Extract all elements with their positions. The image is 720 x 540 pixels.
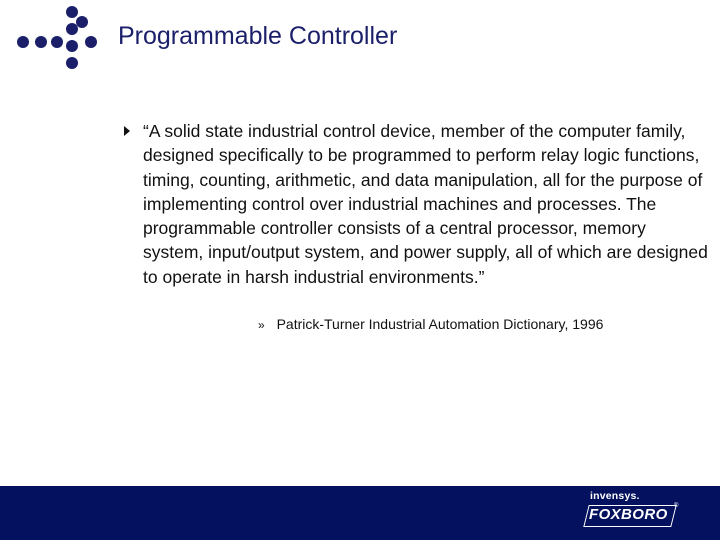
logo-dot [66,6,78,18]
attribution-marker: » [258,318,265,332]
quote-attribution [258,316,603,332]
definition-quote: “A solid state industrial control device, member of the computer family, designed specifically to be programmed to perform relay logic functions, timing, counting, arithmetic, and data manipulation, all for the purpose of implementing control over industrial machines and processes. The programmable controller consists of a central processor, memory system, input/output system, and power supply, all of which are designed to operate in harsh industrial environments.” [143,121,708,287]
logo-dot [66,57,78,69]
slide-title: Programmable Controller [118,22,398,50]
attribution-text: Patrick-Turner Industrial Automation Dictionary, 1996 [276,316,604,332]
foxboro-logo: FOXBORO [589,506,668,523]
logo-dot [76,16,88,28]
registered-mark: ® [674,503,679,509]
triangle-bullet-icon [124,126,130,136]
dot-cross-logo-icon [0,0,110,80]
logo-dot [51,36,63,48]
logo-dot [17,36,29,48]
invensys-logo: invensys. [590,490,640,502]
logo-dot [85,36,97,48]
logo-dot [35,36,47,48]
logo-dot [66,40,78,52]
